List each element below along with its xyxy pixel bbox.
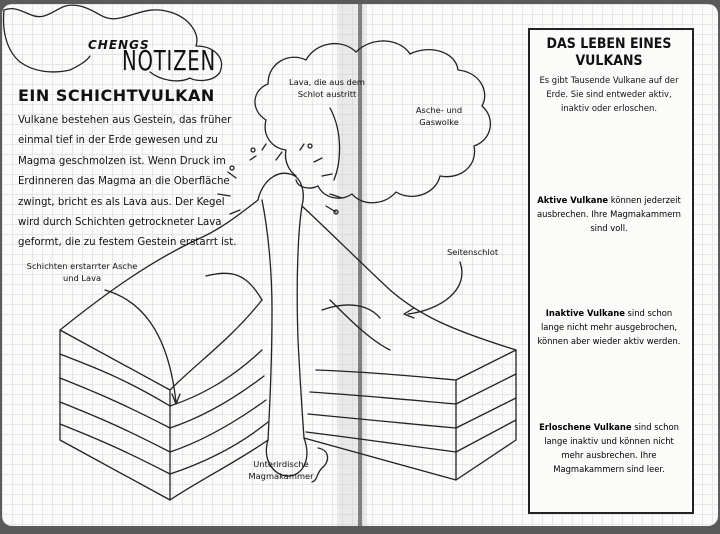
- panel-title: DAS LEBEN EINES VULKANS: [546, 36, 672, 69]
- caption-inactive-text: sind schon lange nicht mehr ausgebrochen, können aber wieder aktiv werden.: [537, 308, 681, 346]
- label-lava: Lava, die aus dem Schlot austritt: [288, 77, 366, 99]
- notes-title: NOTIZEN: [122, 44, 216, 77]
- panel-intro: Es gibt Tausende Vulkane auf der Erde. Sie sind entweder aktiv, inaktiv oder erloschen.: [539, 75, 679, 113]
- notes-owner: CHENGS: [88, 38, 150, 52]
- label-ash-cloud: Asche- und Gaswolke: [415, 105, 463, 127]
- arrow-icon: [330, 108, 340, 180]
- label-layers: Schichten erstarrter Asche und Lava: [26, 261, 138, 283]
- caption-active: [534, 193, 684, 235]
- section-heading: EIN SCHICHTVULKAN: [18, 86, 215, 105]
- caption-inactive: [534, 306, 684, 348]
- caption-active-term: Aktive Vulkane: [537, 195, 609, 205]
- section-body: Vulkane bestehen aus Gestein, das früher einmal tief in der Erde gewesen und zu Magma geschmolzen ist. Wenn Druck im Erdinneren das Magma an die Oberfläche zwingt, bricht es als Lava aus. Der Kegel wird durch Schichten getrockneter Lava geformt, die zu festem Gestein erstarrt ist.: [18, 115, 237, 249]
- label-side-vent: Seitenschlot: [447, 247, 499, 257]
- caption-extinct-term: Erloschene Vulkane: [539, 422, 632, 432]
- caption-extinct-text: sind schon lange inaktiv und können nicht mehr ausbrechen. Ihre Magmakammern sind leer.: [544, 422, 679, 474]
- label-magma-chamber: Unterirdische Magmakammer: [248, 459, 314, 481]
- caption-extinct: [534, 420, 684, 476]
- caption-inactive-term: Inaktive Vulkane: [545, 308, 625, 318]
- caption-active-text: können jederzeit ausbrechen. Ihre Magmakammern sind voll.: [537, 195, 681, 233]
